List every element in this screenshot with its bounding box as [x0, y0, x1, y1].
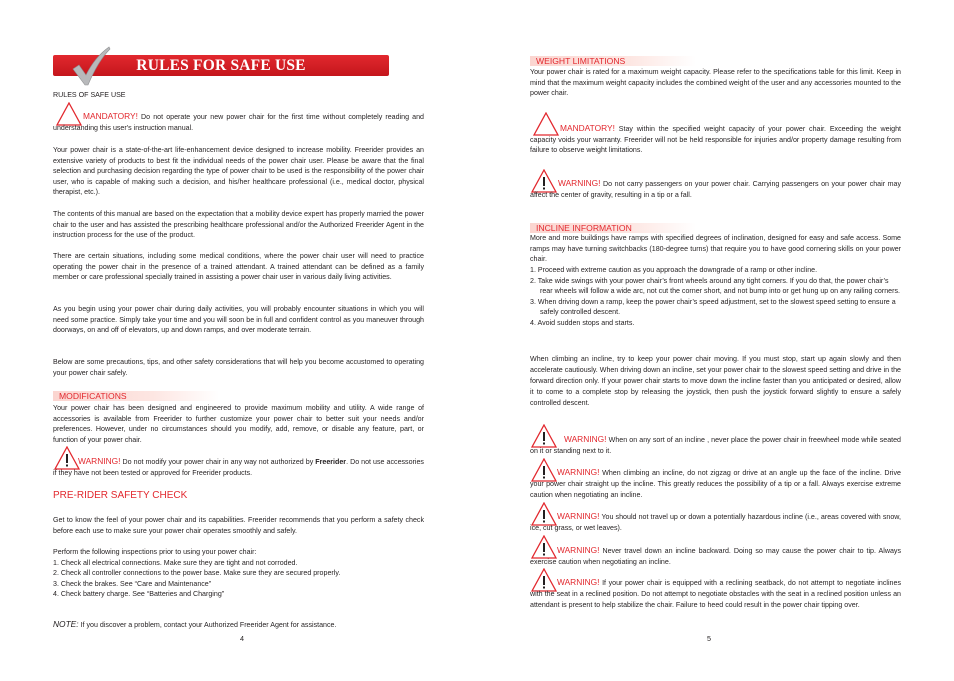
incline-warning-5: WARNING! If your power chair is equipped with a reclining seatback, do not attempt to negotiate inclines with the seat in a reclined position. Do not attempt to negotiate obstacles with the seat in a reclined position unless an attendant is present to help stabilize the chair. Failure to heed could result in the power chair tipping over. [530, 577, 901, 610]
subtitle: RULES OF SAFE USE [53, 91, 126, 99]
warning-label: WARNING! [78, 456, 121, 466]
weight-mandatory: MANDATORY! Stay within the specified weight capacity of your power chair. Exceeding the weight capacity voids your warranty. Freerider will not be held responsible for injuries and/or property damage resulting from failure to observe weight limitations. [530, 123, 901, 155]
page-number-left: 4 [240, 634, 244, 643]
note-label: NOTE: [53, 619, 79, 629]
mandatory-text: Do not operate your new power chair for the first time without completely reading and understanding this user's instruction manual. [53, 113, 424, 132]
list-item: 2. Take wide swings with your power chair’s front wheels around any tight corners. If you do that, the power chair’s rear wheels will follow a wide arc, not cut the corner short, and not bump into or get hung up on any railing corners. [530, 276, 901, 296]
incline-steps [530, 265, 901, 329]
modifications-warning: WARNING! Do not modify your power chair in any way not authorized by Freerider. Do not use accessories if they have not been tested or approved for Freerider products. [53, 456, 424, 477]
modifications-heading: MODIFICATIONS [53, 391, 219, 401]
incline-heading: INCLINE INFORMATION [530, 223, 696, 233]
incline-warning-3: WARNING! You should not travel up or down a potentially hazardous incline (i.e., areas covered with snow, ice, cut grass, or wet leaves). [530, 511, 901, 532]
note [53, 614, 424, 632]
list-item: 1. Proceed with extreme caution as you approach the downgrade of a ramp or other incline. [530, 266, 818, 274]
list-item: 1. Check all electrical connections. Make sure they are tight and not corroded. [53, 558, 298, 567]
intro-paragraph-3: There are certain situations, including some medical conditions, where the power chair user will need to practice operating the power chair in the presence of a trained attendant. A trained attendant can be defined as a family member or care professional specially trained in assisting a power chair user in various daily living activities. [53, 252, 424, 282]
incline-warning-2: WARNING! When climbing an incline, do not zigzag or drive at an angle up the face of the incline. Drive your power chair straight up the incline. This greatly reduces the possibility of a tip or a fall. Always exercise extreme caution when negotiating an incline. [530, 467, 901, 500]
weight-text: Your power chair is rated for a maximum weight capacity. Please refer to the specifications table for this limit. Keep in mind that the maximum weight capacity includes the combined weight of the user and any accessories mounted to the power chair. [530, 68, 901, 98]
intro-paragraph-1: Your power chair is a state-of-the-art life-enhancement device designed to increase mobility. Freerider provides an extensive variety of products to best fit the individual needs of the power chair user. Please be aware that the final selection and purchasing decision regarding the type of power chair to be used is the responsibility of the power chair user, who is capable of making such a decision, and his/her healthcare professional (i.e., medical doctor, physical therapist, etc.). [53, 146, 424, 197]
list-item: 4. Avoid sudden stops and starts. [530, 318, 635, 327]
note-text: If you discover a problem, contact your Authorized Freerider Agent for assistance. [78, 621, 337, 629]
intro-paragraph-2: The contents of this manual are based on the expectation that a mobility device expert has properly married the power chair to the user and has assisted the prescribing healthcare professional and/or the Authorized Freerider Agent in the instruction process for the use of the product. [53, 210, 424, 240]
weight-heading: WEIGHT LIMITATIONS [530, 56, 696, 66]
list-item: 2. Check all controller connections to the power base. Make sure they are secured properly. [53, 569, 341, 578]
page-title: RULES FOR SAFE USE [136, 57, 306, 74]
inspection-list [53, 547, 424, 600]
prerider-heading: PRE-RIDER SAFETY CHECK [53, 490, 188, 501]
climbing-text: When climbing an incline, try to keep your power chair moving. If you must stop, start up again slowly and then accelerate cautiously. When driving down an incline, set your power chair to the slowest speed setting and drive in the forward direction only. If your power chair starts to move down the incline faster than you anticipated or desired, allow it to come to a complete stop by releasing the joystick, then push the joystick forward slightly to ensure a safely controlled descent. [530, 355, 901, 408]
checkmark-icon [71, 45, 111, 87]
incline-warning-1: WARNING! When on any sort of an incline , never place the power chair in freewheel mode while seated on it or standing next to it. [530, 434, 901, 455]
inspection-intro: Perform the following inspections prior to using your power chair: [53, 548, 257, 556]
modifications-text: Your power chair has been designed and engineered to provide maximum mobility and utility. A wide range of accessories is available from Freerider to further customize your power chair to better suit your needs and/or preferences. However, under no circumstances should you modify, add, remove, or disable any feature, part, or function of your power chair. [53, 404, 424, 444]
incline-warning-4: WARNING! Never travel down an incline backward. Doing so may cause the power chair to tip. Always exercise caution when negotiating an incline. [530, 545, 901, 566]
intro-paragraph-4: As you begin using your power chair during daily activities, you will probably encounter situations in which you will need some practice. Simply take your time and you will soon be in full and confident control as you maneuver through doorways, on and off of elevators, up and down ramps, and over moderate terrain. [53, 305, 424, 335]
intro-paragraph-5: Below are some precautions, tips, and other safety considerations that will help you become accustomed to operating your power chair safely. [53, 358, 424, 377]
list-item: 3. When driving down a ramp, keep the power chair’s speed adjustment, set to the slowest speed setting to ensure a safely controlled descent. [530, 297, 896, 317]
incline-text: More and more buildings have ramps with specified degrees of inclination, designed for easy and safe access. Some ramps may have turning switchbacks (180-degree turns) that require you to have good cornering skills on your power chair. [530, 234, 901, 264]
prerider-text: Get to know the feel of your power chair and its capabilities. Freerider recommends that you perform a safety check before each use to make sure your power chair operates smoothly and safely. [53, 516, 424, 535]
list-item: 3. Check the brakes. See “Care and Maintenance” [53, 579, 212, 588]
page-number-right: 5 [707, 634, 711, 643]
mandatory-notice [53, 111, 424, 133]
warning-label: WARNING! [558, 178, 601, 188]
mandatory-label: MANDATORY! [83, 111, 138, 121]
mandatory-label: MANDATORY! [560, 123, 615, 133]
list-item: 4. Check battery charge. See “Batteries and Charging” [53, 590, 225, 599]
weight-warning: WARNING! Do not carry passengers on your power chair. Carrying passengers on your power chair may affect the center of gravity, resulting in a tip or a fall. [530, 178, 901, 199]
